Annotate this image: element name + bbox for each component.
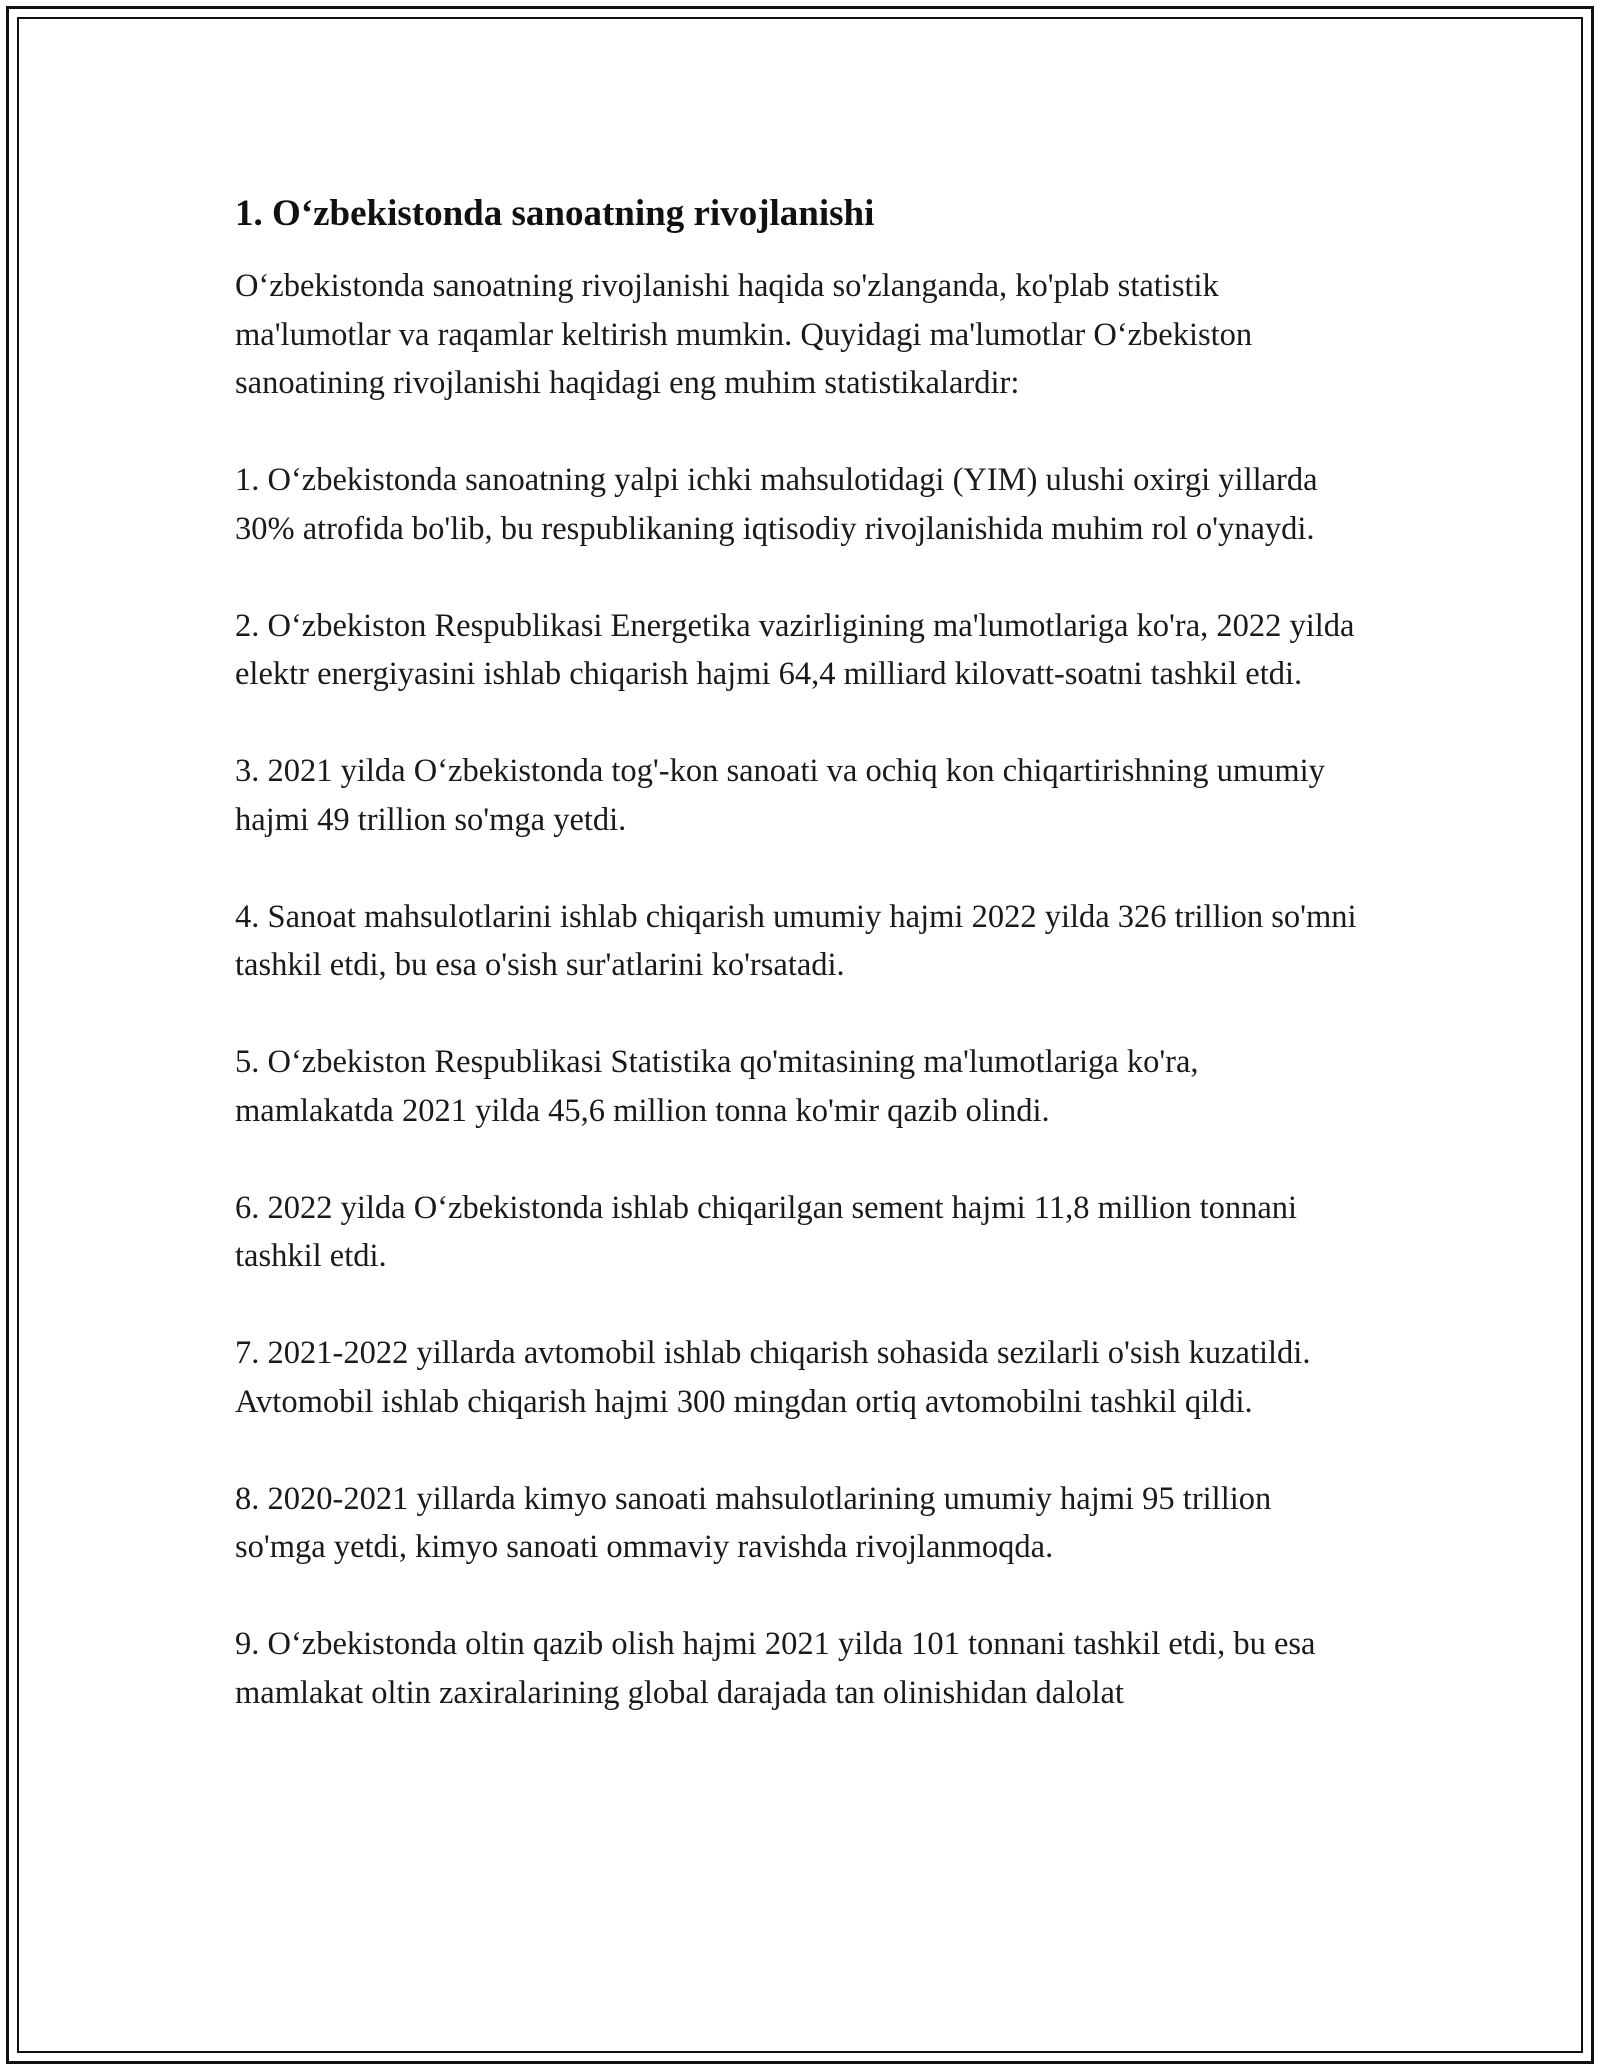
list-item-5: 5. O‘zbekiston Respublikasi Statistika qo'mitasining ma'lumotlariga ko'ra, mamlakatda 2021 yilda 45,6 million tonna ko'mir qazib olindi.	[235, 1044, 1199, 1129]
section-heading: 1. O‘zbekistonda sanoatning rivojlanishi	[235, 193, 875, 234]
list-item-6: 6. 2022 yilda O‘zbekistonda ishlab chiqarilgan sement hajmi 11,8 million tonnani tashkil etdi.	[235, 1189, 1298, 1274]
list-item-7: 7. 2021-2022 yillarda avtomobil ishlab chiqarish sohasida sezilarli o'sish kuzatildi. Avtomobil ishlab chiqarish hajmi 300 mingdan ortiq avtomobilni tashkil qildi.	[235, 1335, 1311, 1420]
list-item-9: 9. O‘zbekistonda oltin qazib olish hajmi 2021 yilda 101 tonnani tashkil etdi, bu esa mamlakat oltin zaxiralarining global darajada tan olinishidan dalolat	[235, 1626, 1316, 1711]
list-item-3: 3. 2021 yilda O‘zbekistonda tog'-kon sanoati va ochiq kon chiqartirishning umumiy hajmi 49 trillion so'mga yetdi.	[235, 753, 1325, 838]
list-item-4: 4. Sanoat mahsulotlarini ishlab chiqarish umumiy hajmi 2022 yilda 326 trillion so'mni tashkil etdi, bu esa o'sish sur'atlarini ko'rsatadi.	[235, 898, 1357, 983]
document-body	[235, 188, 1365, 1766]
intro-paragraph: O‘zbekistonda sanoatning rivojlanishi haqida so'zlanganda, ko'plab statistik ma'lumotlar va raqamlar keltirish mumkin. Quyidagi ma'lumotlar O‘zbekiston sanoatining rivojlanishi haqidagi eng muhim statistikalardir:	[235, 268, 1253, 401]
list-item-2: 2. O‘zbekiston Respublikasi Energetika vazirligining ma'lumotlariga ko'ra, 2022 yilda elektr energiyasini ishlab chiqarish hajmi 64,4 milliard kilovatt-soatni tashkil etdi.	[235, 607, 1355, 692]
list-item-1: 1. O‘zbekistonda sanoatning yalpi ichki mahsulotidagi (YIM) ulushi oxirgi yillarda 30% atrofida bo'lib, bu respublikaning iqtisodiy rivojlanishida muhim rol o'ynaydi.	[235, 462, 1318, 547]
list-item-8: 8. 2020-2021 yillarda kimyo sanoati mahsulotlarining umumiy hajmi 95 trillion so'mga yetdi, kimyo sanoati ommaviy ravishda rivojlanmoqda.	[235, 1480, 1272, 1565]
